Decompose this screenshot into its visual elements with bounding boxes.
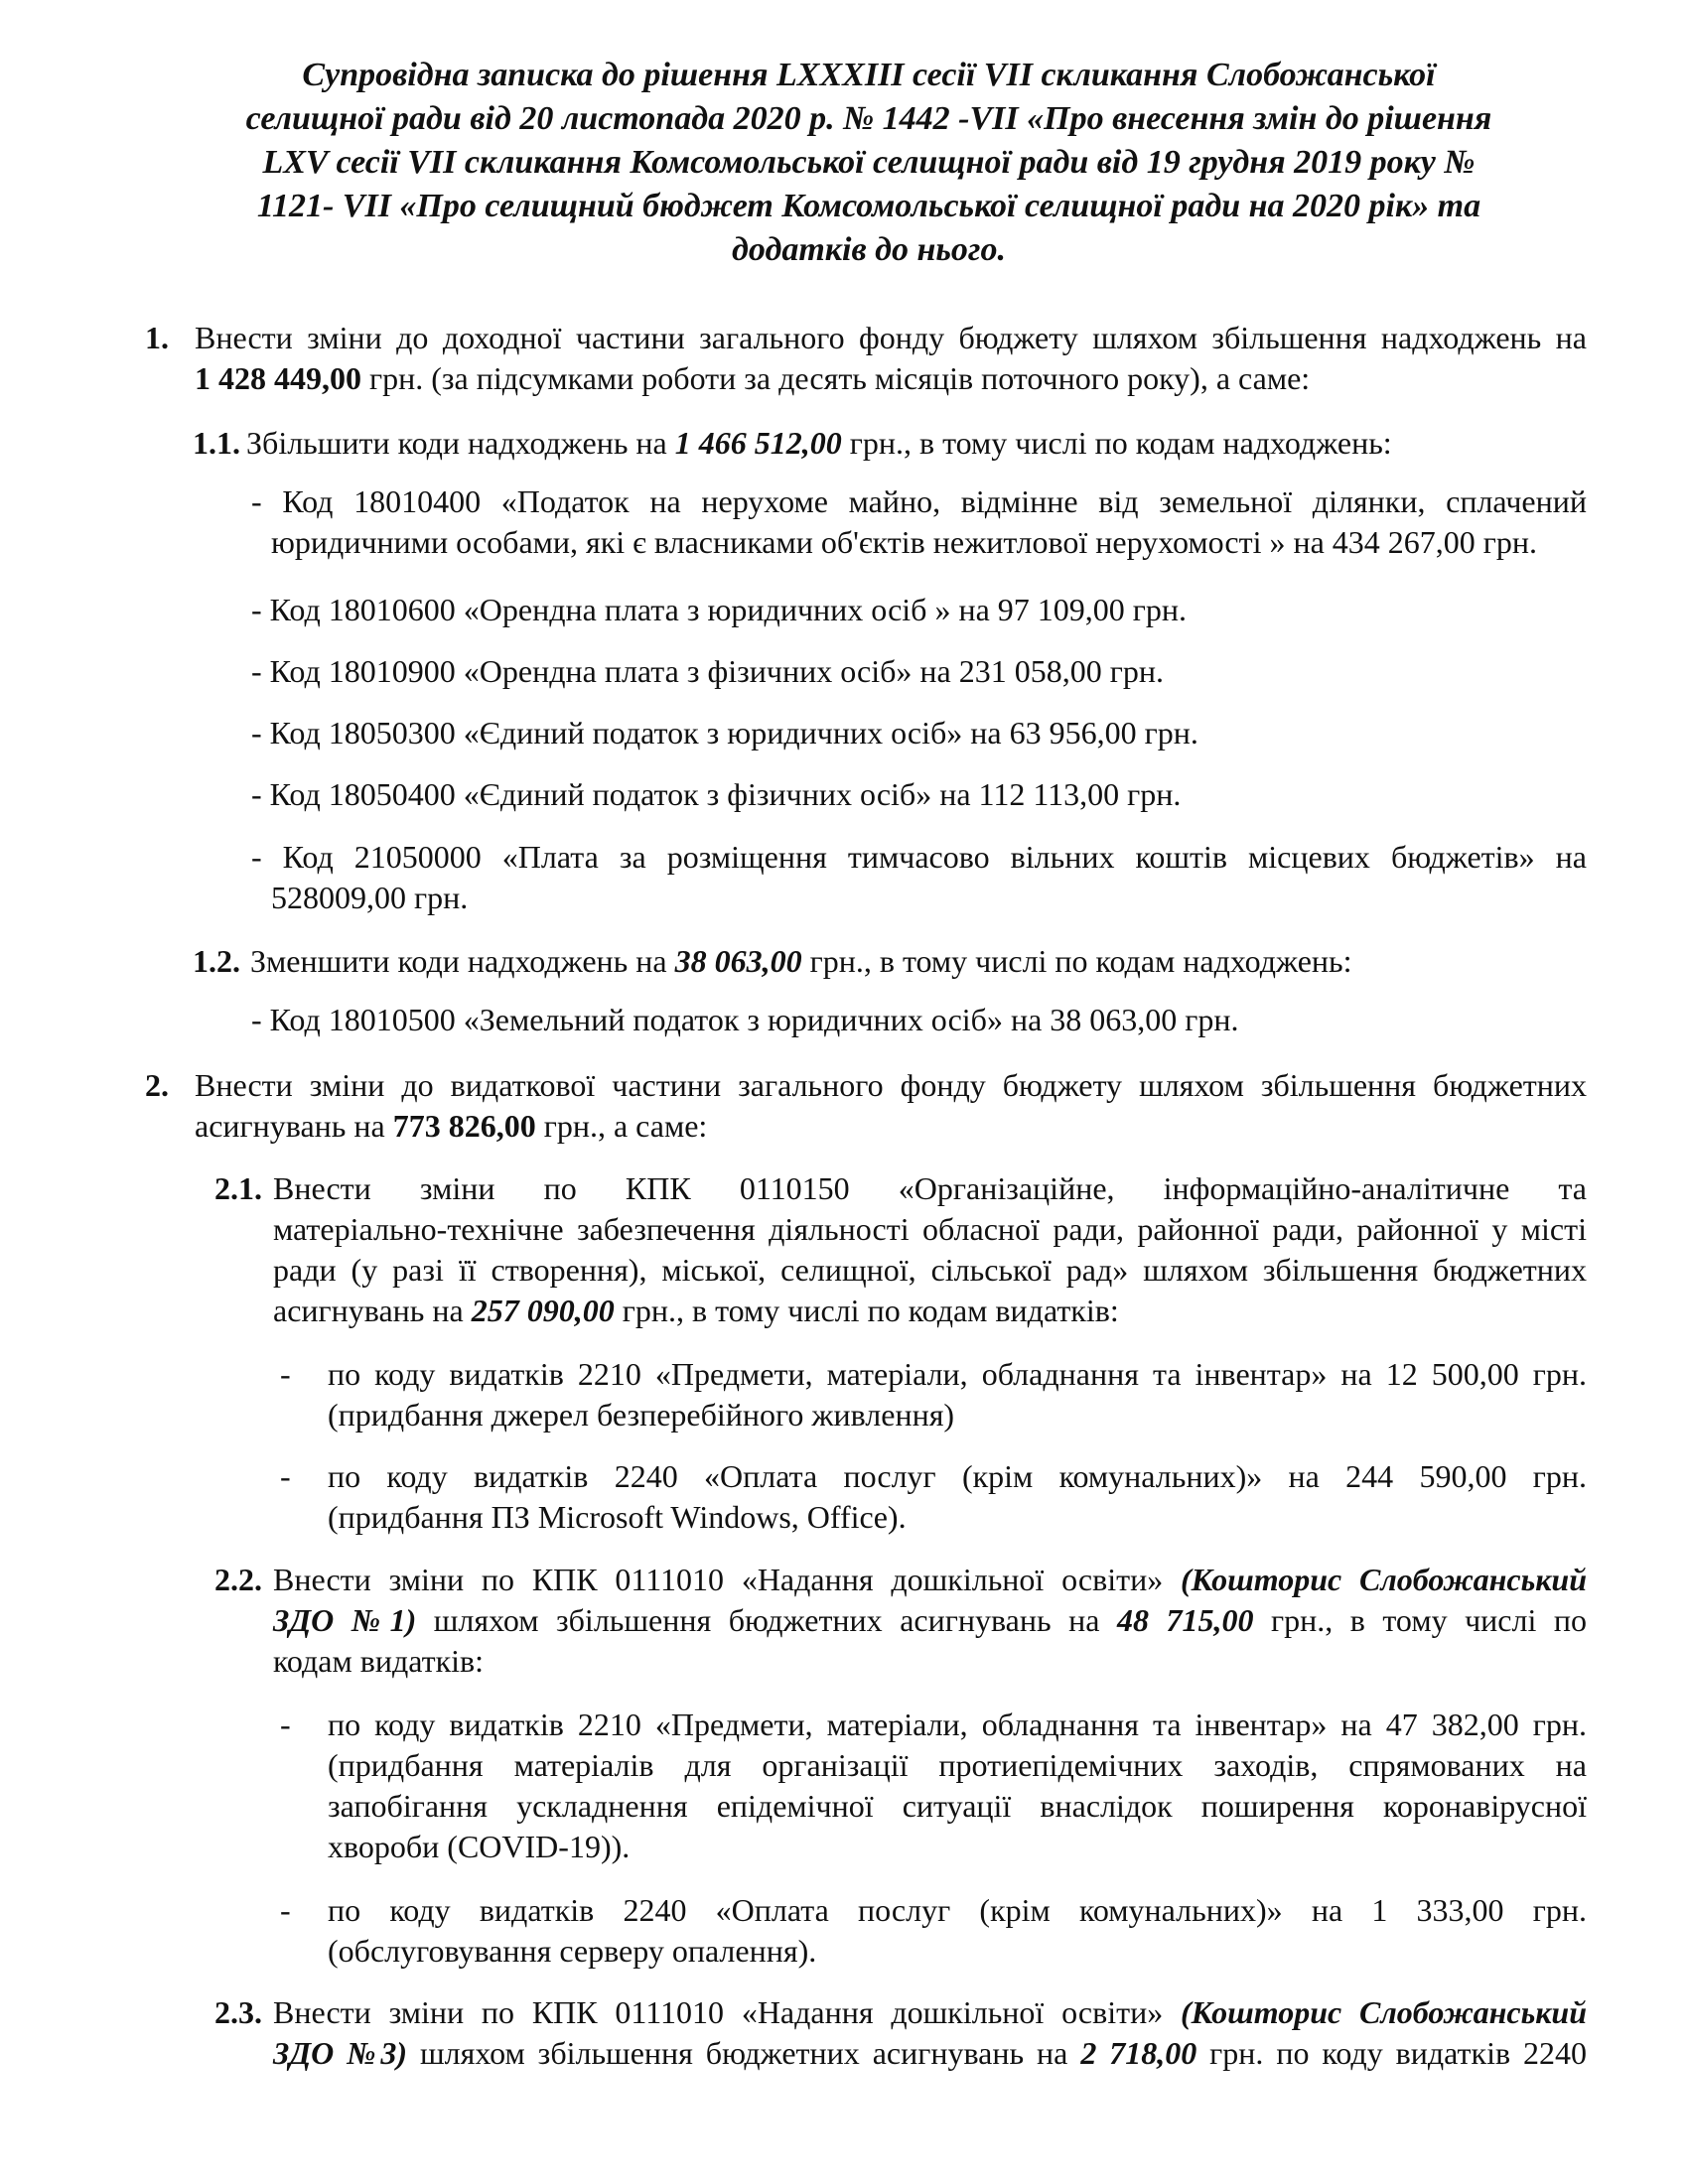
section-1-2-item-1 xyxy=(251,1000,1239,1040)
section-1-2-post: грн., в тому числі по кодам надходжень: xyxy=(801,943,1352,979)
item-2-1-2-line-2: (придбання ПЗ Microsoft Windows, Office). xyxy=(328,1499,907,1535)
section-2-2-line-1 xyxy=(273,1560,1587,1600)
section-2-1-line-3: ради (у разі її створення), міської, селищної, сільської рад» шляхом збільшення бюджетних xyxy=(273,1252,1587,1288)
section-2-line-1: Внести зміни до видаткової частини загального фонду бюджету шляхом збільшення бюджетних xyxy=(195,1067,1587,1103)
section-1-line-2-rest: грн. (за підсумками роботи за десять місяців поточного року), а саме: xyxy=(361,360,1311,396)
section-1-1-text xyxy=(246,423,1392,464)
item-2-1-2-line-1: по коду видатків 2240 «Оплата послуг (крім комунальних)» на 244 590,00 грн. xyxy=(328,1458,1587,1494)
section-2-amount: 773 826,00 xyxy=(392,1108,536,1144)
section-2-2-line-3: кодам видатків: xyxy=(273,1643,485,1679)
section-1-text xyxy=(195,318,1587,399)
section-2-post: грн., а саме: xyxy=(535,1108,708,1144)
section-2-1-text xyxy=(273,1168,1587,1331)
item-1-2-1-line-1: - Код 18010500 «Земельний податок з юридичних осіб» на 38 063,00 грн. xyxy=(251,1002,1239,1037)
section-2-1-post: грн., в тому числі по кодам видатків: xyxy=(614,1293,1119,1328)
section-1-1-item-3 xyxy=(251,651,1164,692)
section-2-2-number: 2.2. xyxy=(214,1562,262,1597)
section-2-2-line-2-mid: шляхом збільшення бюджетних асигнувань на xyxy=(416,1602,1117,1638)
item-1-1-6-line-1: - Код 21050000 «Плата за розміщення тимчасово вільних коштів місцевих бюджетів» на xyxy=(251,839,1587,875)
section-1-1-item-2 xyxy=(251,590,1187,630)
section-2-1-line-4 xyxy=(273,1291,1587,1331)
section-1-1-number: 1.1. xyxy=(193,425,240,461)
section-2-2-line-2-estimate: ЗДО №1) xyxy=(273,1602,417,1638)
item-2-2-1-line-3: запобігання ускладнення епідемічної ситуації внаслідок поширення коронавірусної xyxy=(328,1788,1587,1824)
item-2-2-2-line-1: по коду видатків 2240 «Оплата послуг (крім комунальних)» на 1 333,00 грн. xyxy=(328,1892,1587,1928)
section-2-2-amount: 48 715,00 xyxy=(1116,1602,1254,1638)
item-2-2-1-line-2: (придбання матеріалів для організації протиепідемічних заходів, спрямованих на xyxy=(328,1747,1587,1783)
section-2-2-line-2 xyxy=(273,1600,1587,1641)
section-1-1-item-1 xyxy=(251,481,1587,563)
section-2-1-pre: асигнувань на xyxy=(273,1293,472,1328)
section-2-1-line-1: Внести зміни по КПК 0110150 «Організаційне, інформаційно-аналітичне та xyxy=(273,1170,1587,1206)
item-2-2-1-line-1: по коду видатків 2210 «Предмети, матеріали, обладнання та інвентар» на 47 382,00 грн. xyxy=(328,1706,1587,1742)
item-1-1-1-line-2: юридичними особами, які є власниками об'єктів нежитлової нерухомості » на 434 267,00 грн. xyxy=(271,524,1538,560)
section-2-3-line-2 xyxy=(273,2033,1587,2074)
item-2-2-2-line-2: (обслуговування серверу опалення). xyxy=(328,1933,817,1969)
section-2-number: 2. xyxy=(145,1067,169,1103)
section-1-1-line xyxy=(246,423,1392,464)
item-1-1-4-line-1: - Код 18050300 «Єдиний податок з юридичних осіб» на 63 956,00 грн. xyxy=(251,715,1198,751)
section-1-1-item-4 xyxy=(251,713,1198,753)
section-2-2-item-1 xyxy=(328,1705,1587,1867)
section-2-3-line-1 xyxy=(273,1992,1587,2033)
title-line-5: додатків до нього. xyxy=(732,231,1006,268)
item-2-2-1-line-4: хвороби (COVID-19)). xyxy=(328,1829,631,1864)
bullet-dash: - xyxy=(280,1706,291,1742)
section-2-1-item-1 xyxy=(328,1354,1587,1435)
section-2-3-number: 2.3. xyxy=(214,1994,262,2030)
section-1-number: 1. xyxy=(145,320,169,355)
title-line-4: 1121- VII «Про селищний бюджет Комсомольської селищної ради на 2020 рік» та xyxy=(256,188,1481,224)
section-2-3-text xyxy=(273,1992,1587,2074)
section-1-2-number: 1.2. xyxy=(193,943,240,979)
section-2-line-2 xyxy=(195,1106,1587,1147)
section-1-1-post: грн., в тому числі по кодам надходжень: xyxy=(841,425,1392,461)
section-2-3-line-1-estimate: (Кошторис Слобожанський xyxy=(1180,1994,1588,2030)
section-1-1-pre: Збільшити коди надходжень на xyxy=(246,425,675,461)
section-2-2-line-2-post: грн., в тому числі по xyxy=(1253,1602,1587,1638)
bullet-dash: - xyxy=(280,1458,291,1494)
item-1-1-2-line-1: - Код 18010600 «Орендна плата з юридичних осіб » на 97 109,00 грн. xyxy=(251,592,1188,627)
section-1-1-item-5 xyxy=(251,774,1181,815)
bullet-dash: - xyxy=(280,1892,291,1928)
item-2-1-1-line-1: по коду видатків 2210 «Предмети, матеріали, обладнання та інвентар» на 12 500,00 грн. xyxy=(328,1356,1587,1392)
section-1-2-text xyxy=(250,941,1352,982)
section-2-1-amount: 257 090,00 xyxy=(471,1293,615,1328)
title-line-3: LXV сесії VII скликання Комсомольської селищної ради від 19 грудня 2019 року № xyxy=(262,144,1476,181)
section-1-line-2 xyxy=(195,358,1587,399)
title-line-2: селищної ради від 20 листопада 2020 р. № 1442 -VII «Про внесення змін до рішення xyxy=(245,100,1492,137)
section-1-1-item-6 xyxy=(251,837,1587,918)
section-2-1-item-2 xyxy=(328,1456,1587,1538)
section-2-text xyxy=(195,1065,1587,1147)
item-1-1-5-line-1: - Код 18050400 «Єдиний податок з фізичних осіб» на 112 113,00 грн. xyxy=(251,776,1182,812)
section-1-line-1: Внести зміни до доходної частини загального фонду бюджету шляхом збільшення надходжень на xyxy=(195,320,1587,355)
section-2-3-amount: 2 718,00 xyxy=(1080,2035,1197,2071)
section-1-1-amount: 1 466 512,00 xyxy=(674,425,842,461)
item-1-1-3-line-1: - Код 18010900 «Орендна плата з фізичних осіб» на 231 058,00 грн. xyxy=(251,653,1164,689)
section-1-2-pre: Зменшити коди надходжень на xyxy=(250,943,675,979)
section-2-1-line-2: матеріально-технічне забезпечення діяльності обласної ради, районної ради, районної у місті xyxy=(273,1211,1587,1247)
section-2-pre: асигнувань на xyxy=(195,1108,393,1144)
section-2-3-line-1-pre: Внести зміни по КПК 0111010 «Надання дошкільної освіти» xyxy=(273,1994,1181,2030)
section-2-2-text xyxy=(273,1560,1587,1682)
section-1-2-line xyxy=(250,941,1352,982)
section-2-3-line-2-estimate: ЗДО №3) xyxy=(273,2035,408,2071)
section-1-amount: 1 428 449,00 xyxy=(195,360,361,396)
section-2-2-line-1-pre: Внести зміни по КПК 0111010 «Надання дошкільної освіти» xyxy=(273,1562,1181,1597)
item-1-1-1-line-1: - Код 18010400 «Податок на нерухоме майно, відмінне від земельної ділянки, сплачений xyxy=(251,483,1587,519)
title-line-1: Супровідна записка до рішення LXXXIII сесії VII скликання Слобожанської xyxy=(302,57,1436,93)
section-2-2-line-1-estimate: (Кошторис Слобожанський xyxy=(1180,1562,1588,1597)
section-2-1-number: 2.1. xyxy=(214,1170,262,1206)
section-2-2-item-2 xyxy=(328,1890,1587,1972)
item-1-1-6-line-2: 528009,00 грн. xyxy=(271,880,469,915)
section-1-2-amount: 38 063,00 xyxy=(674,943,802,979)
item-2-1-1-line-2: (придбання джерел безперебійного живлення) xyxy=(328,1397,955,1433)
section-2-3-line-2-post: грн. по коду видатків 2240 xyxy=(1196,2035,1588,2071)
bullet-dash: - xyxy=(280,1356,291,1392)
document-title xyxy=(149,54,1589,272)
section-2-3-line-2-mid: шляхом збільшення бюджетних асигнувань на xyxy=(407,2035,1081,2071)
